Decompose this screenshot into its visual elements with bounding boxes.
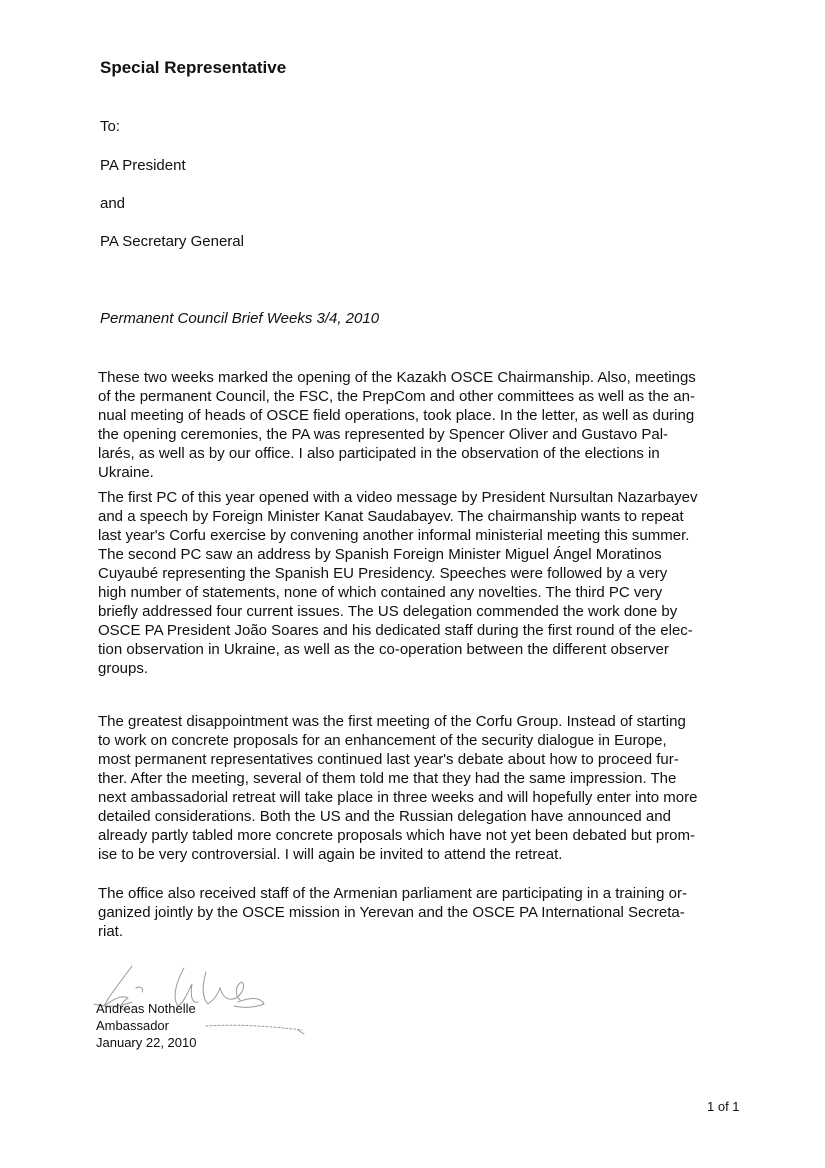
- paragraph-line: of the permanent Council, the FSC, the PrepCom and other committees as well as the an-: [98, 388, 695, 405]
- recipient-pa-president: PA President: [100, 157, 186, 174]
- signatory-title: Ambassador: [96, 1018, 169, 1033]
- paragraph-line: The office also received staff of the Armenian parliament are participating in a training or-: [98, 885, 687, 902]
- paragraph-line: The greatest disappointment was the first meeting of the Corfu Group. Instead of starting: [98, 713, 686, 730]
- paragraph-line: briefly addressed four current issues. The US delegation commended the work done by: [98, 603, 678, 620]
- subject-line: Permanent Council Brief Weeks 3/4, 2010: [100, 310, 380, 327]
- paragraph-line: riat.: [98, 923, 124, 940]
- paragraph-line: groups.: [98, 660, 149, 677]
- letter-date: January 22, 2010: [96, 1035, 197, 1050]
- paragraph-line: Ukraine.: [98, 464, 154, 481]
- signatory-name: Andreas Nothelle: [96, 1001, 196, 1016]
- recipient-pa-secretary-general: PA Secretary General: [100, 233, 244, 250]
- paragraph-line: larés, as well as by our office. I also participated in the observation of the elections in: [98, 445, 660, 462]
- paragraph-line: ther. After the meeting, several of them told me that they had the same impression. The: [98, 770, 677, 787]
- paragraph-line: tion observation in Ukraine, as well as the co-operation between the different observer: [98, 641, 669, 658]
- paragraph-line: These two weeks marked the opening of the Kazakh OSCE Chairmanship. Also, meetings: [98, 369, 696, 386]
- paragraph-3: [98, 712, 697, 864]
- page-number: 1 of 1: [707, 1099, 740, 1114]
- paragraph-line: ganized jointly by the OSCE mission in Yerevan and the OSCE PA International Secreta-: [98, 904, 685, 921]
- recipient-conjunction: and: [100, 195, 126, 212]
- to-label: To:: [100, 118, 121, 135]
- paragraph-1: [98, 368, 696, 482]
- paragraph-line: the opening ceremonies, the PA was represented by Spencer Oliver and Gustavo Pal-: [98, 426, 669, 443]
- paragraph-line: most permanent representatives continued last year's debate about how to proceed fur-: [98, 751, 679, 768]
- paragraph-line: to work on concrete proposals for an enhancement of the security dialogue in Europe,: [98, 732, 667, 749]
- paragraph-line: nual meeting of heads of OSCE field operations, took place. In the letter, as well as during: [98, 407, 695, 424]
- signature-block: [96, 1000, 196, 1051]
- paragraph-line: next ambassadorial retreat will take place in three weeks and will hopefully enter into more: [98, 789, 698, 806]
- paragraph-line: high number of statements, none of which contained any novelties. The third PC very: [98, 584, 663, 601]
- paragraph-line: detailed considerations. Both the US and the Russian delegation have announced and: [98, 808, 671, 825]
- paragraph-line: and a speech by Foreign Minister Kanat Saudabayev. The chairmanship wants to repeat: [98, 508, 684, 525]
- paragraph-line: ise to be very controversial. I will again be invited to attend the retreat.: [98, 846, 563, 863]
- paragraph-line: OSCE PA President João Soares and his dedicated staff during the first round of the elec-: [98, 622, 693, 639]
- paragraph-line: The first PC of this year opened with a video message by President Nursultan Nazarbayev: [98, 489, 698, 506]
- paragraph-4: [98, 884, 687, 941]
- document-heading: Special Representative: [100, 58, 287, 77]
- paragraph-line: Cuyaubé representing the Spanish EU Presidency. Speeches were followed by a very: [98, 565, 668, 582]
- paragraph-line: The second PC saw an address by Spanish Foreign Minister Miguel Ángel Moratinos: [98, 546, 662, 563]
- paragraph-line: already partly tabled more concrete proposals which have not yet been debated but prom-: [98, 827, 696, 844]
- paragraph-line: last year's Corfu exercise by convening another informal ministerial meeting this summer.: [98, 527, 690, 544]
- paragraph-2: [98, 488, 697, 678]
